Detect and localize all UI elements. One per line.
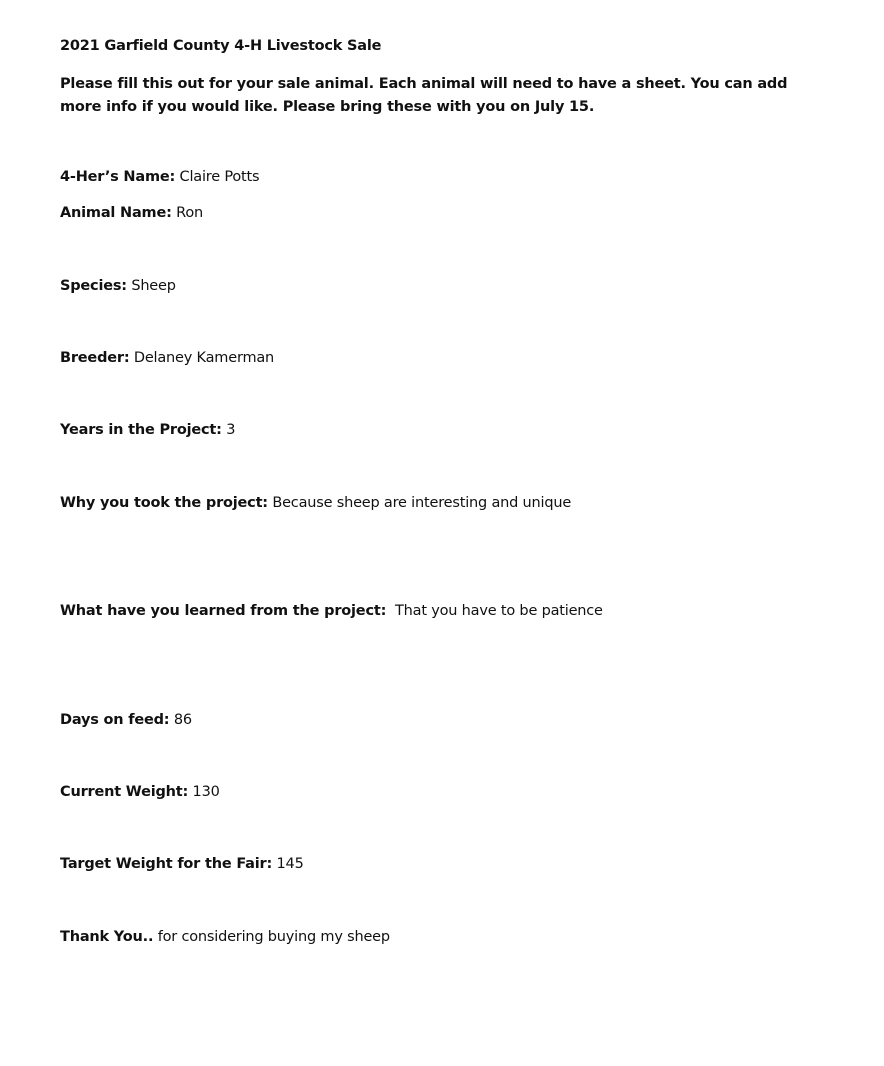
field-label: Breeder: bbox=[60, 350, 130, 366]
document-title: 2021 Garfield County 4-H Livestock Sale bbox=[60, 38, 382, 54]
field-breeder bbox=[60, 349, 274, 367]
field-label: Target Weight for the Fair: bbox=[60, 856, 273, 872]
field-value: Delaney Kamerman bbox=[133, 350, 275, 366]
field-label: Current Weight: bbox=[60, 784, 189, 800]
field-target-weight bbox=[60, 855, 304, 873]
field-current-weight bbox=[60, 783, 220, 801]
field-label: Years in the Project: bbox=[60, 422, 222, 438]
field-label: Thank You.. bbox=[60, 929, 154, 945]
field-days-on-feed bbox=[60, 711, 192, 729]
field-value: for considering buying my sheep bbox=[157, 929, 390, 945]
field-why-project bbox=[60, 494, 571, 512]
field-label: Days on feed: bbox=[60, 712, 170, 728]
field-label: Animal Name: bbox=[60, 205, 172, 221]
field-species bbox=[60, 277, 176, 295]
field-animal-name bbox=[60, 204, 203, 222]
field-value: 3 bbox=[226, 422, 236, 438]
field-label: Species: bbox=[60, 278, 127, 294]
field-years-in-project bbox=[60, 421, 235, 439]
field-learned bbox=[60, 602, 603, 620]
field-4her-name bbox=[60, 168, 259, 186]
field-value: Sheep bbox=[131, 278, 176, 294]
field-value: Because sheep are interesting and unique bbox=[272, 495, 572, 511]
instructions-text: Please fill this out for your sale animal. Each animal will need to have a sheet. You can add more info if you would like. Please bring these with you on July 15. bbox=[60, 76, 788, 115]
field-value: 130 bbox=[192, 784, 220, 800]
field-value: Ron bbox=[176, 205, 204, 221]
field-value: That you have to be patience bbox=[390, 603, 603, 619]
field-value: Claire Potts bbox=[179, 169, 260, 185]
field-label: What have you learned from the project: bbox=[60, 603, 387, 619]
field-value: 145 bbox=[276, 856, 304, 872]
field-label: Why you took the project: bbox=[60, 495, 268, 511]
thank-you-note bbox=[60, 928, 390, 946]
field-label: 4-Her’s Name: bbox=[60, 169, 176, 185]
field-value: 86 bbox=[173, 712, 192, 728]
